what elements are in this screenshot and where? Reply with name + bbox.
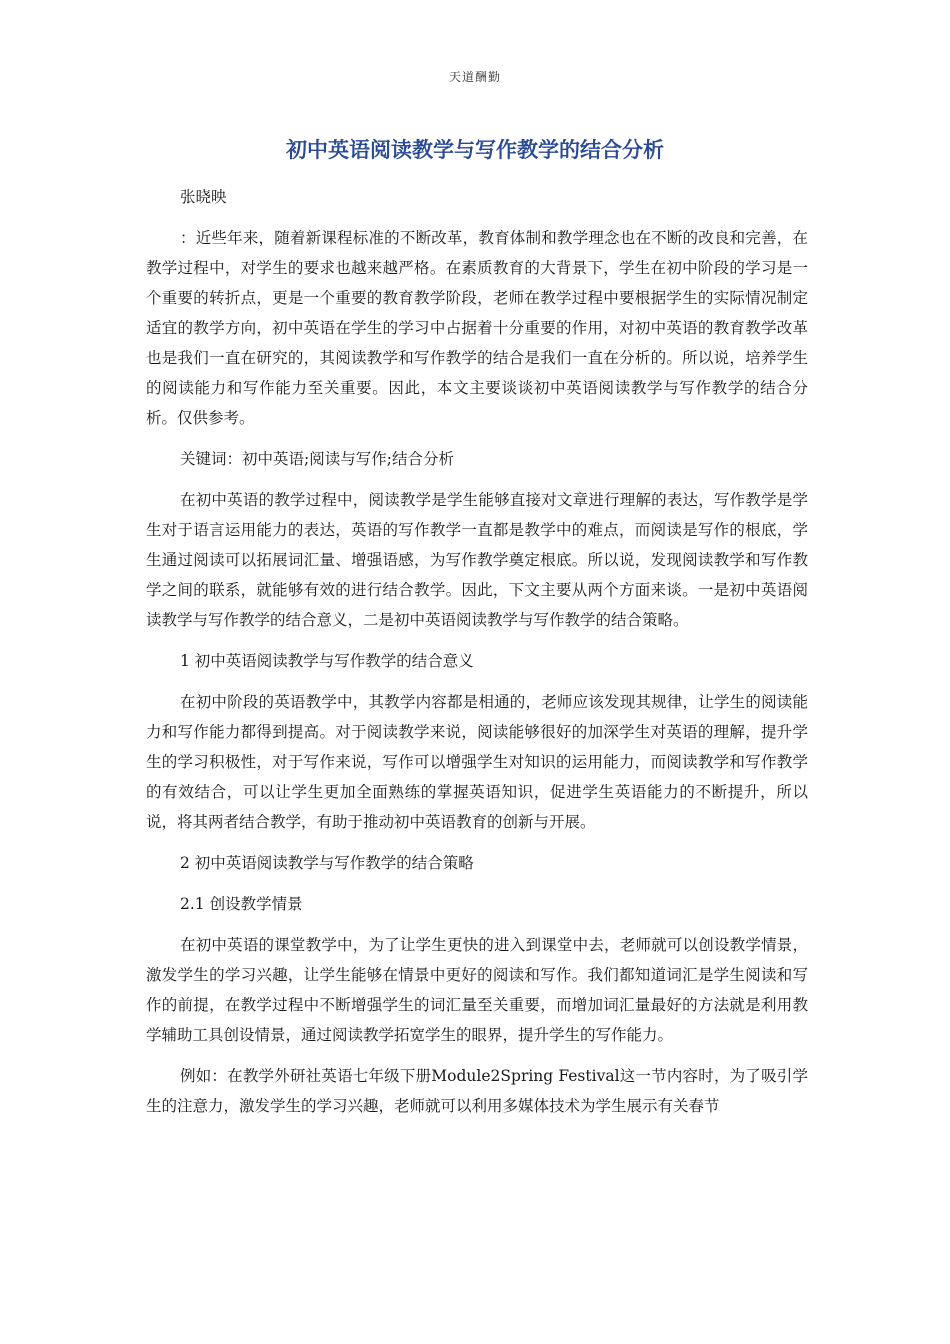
section-2-1-paragraph: 在初中英语的课堂教学中，为了让学生更快的进入到课堂中去，老师就可以创设教学情景，激发学生的学习兴趣，让学生能够在情景中更好的阅读和写作。我们都知道词汇是学生阅读和写作的前提，在教学过程中不断增强学生的词汇量至关重要，而增加词汇量最好的方法就是利用教学辅助工具创设情景，通过阅读教学拓宽学生的眼界，提升学生的写作能力。 — [146, 936, 808, 1044]
author: 张晓映 — [180, 188, 227, 206]
keywords: 关键词：初中英语;阅读与写作;结合分析 — [180, 450, 454, 468]
header-mark: 天道酬勤 — [448, 70, 501, 84]
section-1-heading: 1 初中英语阅读教学与写作教学的结合意义 — [180, 652, 474, 670]
example-paragraph: 例如：在教学外研社英语七年级下册Module2Spring Festival这一节内容时，为了吸引学生的注意力，激发学生的学习兴趣，老师就可以利用多媒体技术为学生展示有关春节 — [146, 1067, 808, 1115]
section-1-paragraph: 在初中阶段的英语教学中，其教学内容都是相通的，老师应该发现其规律，让学生的阅读能力和写作能力都得到提高。对于阅读教学来说，阅读能够很好的加深学生对英语的理解，提升学生的学习积极性，对于写作来说，写作可以增强学生对知识的运用能力，而阅读教学和写作教学的有效结合，可以让学生更加全面熟练的掌握英语知识，促进学生英语能力的不断提升，所以说，将其两者结合教学，有助于推动初中英语教育的创新与开展。 — [146, 693, 808, 831]
intro-paragraph: 在初中英语的教学过程中，阅读教学是学生能够直接对文章进行理解的表达，写作教学是学生对于语言运用能力的表达，英语的写作教学一直都是教学中的难点，而阅读是写作的根底，学生通过阅读可以拓展词汇量、增强语感，为写作教学奠定根底。所以说，发现阅读教学和写作教学之间的联系，就能够有效的进行结合教学。因此，下文主要从两个方面来谈。一是初中英语阅读教学与写作教学的结合意义，二是初中英语阅读教学与写作教学的结合策略。 — [146, 491, 808, 629]
section-2-1-heading: 2.1 创设教学情景 — [180, 895, 303, 913]
article-body — [146, 182, 808, 1132]
page-title: 初中英语阅读教学与写作教学的结合分析 — [286, 138, 664, 162]
abstract-paragraph: ：近些年来，随着新课程标准的不断改革，教育体制和教学理念也在不断的改良和完善，在教学过程中，对学生的要求也越来越严格。在素质教育的大背景下，学生在初中阶段的学习是一个重要的转折点，更是一个重要的教育教学阶段，老师在教学过程中要根据学生的实际情况制定适宜的教学方向，初中英语在学生的学习中占据着十分重要的作用，对初中英语的教育教学改革也是我们一直在研究的，其阅读教学和写作教学的结合是我们一直在分析的。所以说，培养学生的阅读能力和写作能力至关重要。因此，本文主要谈谈初中英语阅读教学与写作教学的结合分析。仅供参考。 — [146, 229, 808, 427]
section-2-heading: 2 初中英语阅读教学与写作教学的结合策略 — [180, 854, 474, 872]
